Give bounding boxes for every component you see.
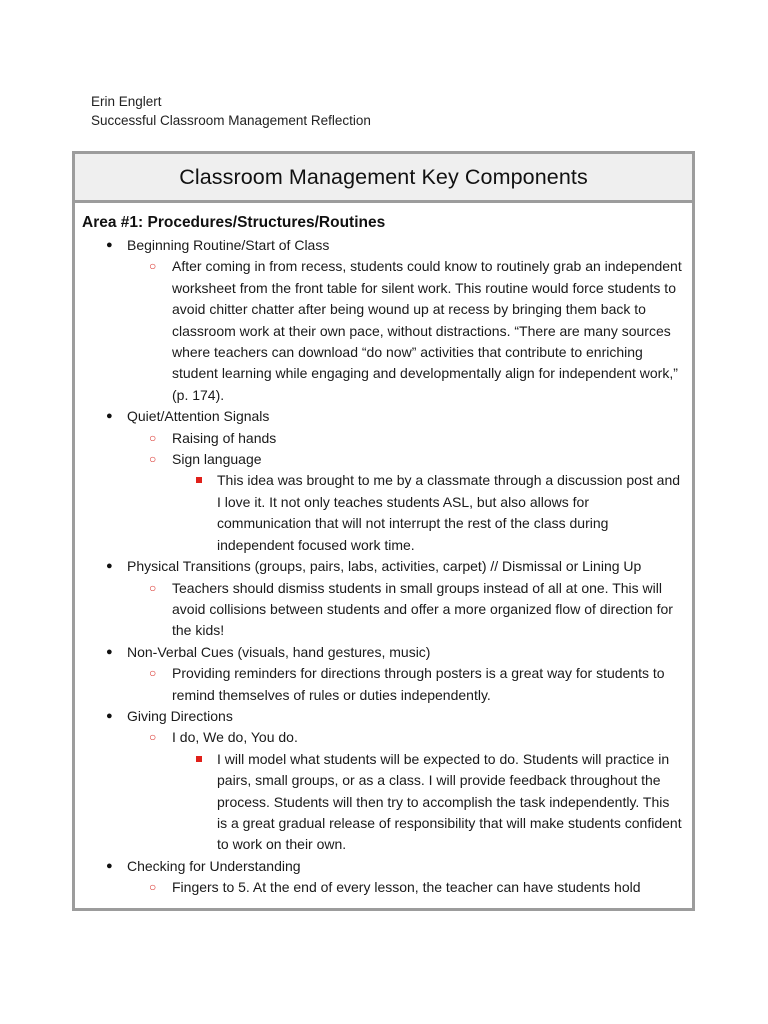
list-item — [82, 642, 686, 706]
bullet-circle-icon: ○ — [149, 666, 157, 681]
sub-list-item — [127, 663, 686, 706]
bullet-circle-icon: ○ — [149, 452, 157, 467]
sub-list-item — [127, 449, 686, 556]
list-item-label: Physical Transitions (groups, pairs, labs, activities, carpet) // Dismissal or Lining Up — [127, 558, 642, 575]
sub-list-item-text: Teachers should dismiss students in small groups instead of all at one. This will avoid collisions between students and offer a more organized flow of direction for the kids! — [172, 579, 673, 639]
bullet-disc-icon: ● — [106, 709, 113, 722]
sub-sub-list — [172, 470, 686, 556]
bullet-circle-icon: ○ — [149, 730, 157, 745]
sub-sub-list-item-text: This idea was brought to me by a classmate through a discussion post and I love it. It not only teaches students ASL, but also allows for communication that will not interrupt the rest of the class during independent focused work time. — [217, 472, 681, 553]
sub-list-item-text: After coming in from recess, students could know to routinely grab an independent worksheet from the front table for silent work. This routine would force students to avoid chitter chatter after being wound up at recess by bringing them back to classroom work at their own pace, without distractions. “There are many sources where teachers can download “do now” activities that contribute to enriching student learning while engaging and developmentally align for independent work,” (p. 174). — [172, 258, 682, 403]
sub-list — [127, 877, 686, 898]
sub-sub-list-item-text: I will model what students will be expected to do. Students will practice in pairs, small groups, or as a class. I will provide feedback throughout the process. Students will then try to accomplish the task independently. This is a great gradual release of responsibility that will make students confident to work on their own. — [217, 750, 682, 853]
document-title: Successful Classroom Management Reflection — [91, 112, 371, 128]
sub-list-item — [127, 256, 686, 406]
sub-list-item — [127, 578, 686, 642]
bullet-circle-icon: ○ — [149, 580, 157, 595]
sub-list — [127, 663, 686, 706]
bullet-disc-icon: ● — [106, 239, 113, 251]
sub-list — [127, 256, 686, 406]
bullet-disc-icon: ● — [106, 859, 113, 872]
list-item — [82, 406, 686, 556]
sub-list-item — [127, 877, 686, 898]
bullet-disc-icon: ● — [106, 560, 113, 573]
sub-list-item-text: Fingers to 5. At the end of every lesson, the teacher can have students hold — [172, 879, 641, 896]
sub-list — [127, 428, 686, 556]
sub-sub-list-item — [172, 749, 686, 856]
sub-list-item-text: Raising of hands — [172, 429, 277, 446]
sub-list — [127, 727, 686, 855]
sub-list-item-text: I do, We do, You do. — [172, 729, 298, 746]
list-item-label: Quiet/Attention Signals — [127, 408, 270, 425]
bullet-circle-icon: ○ — [149, 880, 157, 895]
list-item-label: Checking for Understanding — [127, 857, 301, 874]
list-item — [82, 706, 686, 856]
sub-sub-list-item — [172, 470, 686, 556]
list-item — [82, 556, 686, 642]
component-list — [82, 235, 686, 899]
list-item-label: Non-Verbal Cues (visuals, hand gestures, music) — [127, 643, 431, 660]
author-name: Erin Englert — [91, 94, 162, 109]
sub-list-item — [127, 428, 686, 449]
bullet-disc-icon: ● — [106, 410, 113, 423]
key-components-table — [72, 151, 695, 911]
bullet-disc-icon: ● — [106, 645, 113, 658]
document-header — [91, 93, 371, 130]
table-body-cell — [75, 203, 692, 899]
table-title: Classroom Management Key Components — [179, 164, 588, 189]
sub-list-item-text: Providing reminders for directions through posters is a great way for students to remind themselves of rules or duties independently. — [172, 665, 665, 703]
list-item-label: Beginning Routine/Start of Class — [127, 237, 330, 253]
area-heading: Area #1: Procedures/Structures/Routines — [82, 214, 386, 231]
table-title-cell — [75, 154, 692, 203]
sub-list-item-text: Sign language — [172, 451, 262, 468]
bullet-square-icon — [196, 756, 202, 762]
bullet-square-icon — [196, 477, 202, 483]
list-item — [82, 235, 686, 406]
sub-sub-list — [172, 749, 686, 856]
list-item — [82, 856, 686, 899]
sub-list — [127, 578, 686, 642]
bullet-circle-icon: ○ — [149, 430, 157, 445]
list-item-label: Giving Directions — [127, 707, 233, 724]
sub-list-item — [127, 727, 686, 855]
bullet-circle-icon: ○ — [149, 259, 157, 274]
